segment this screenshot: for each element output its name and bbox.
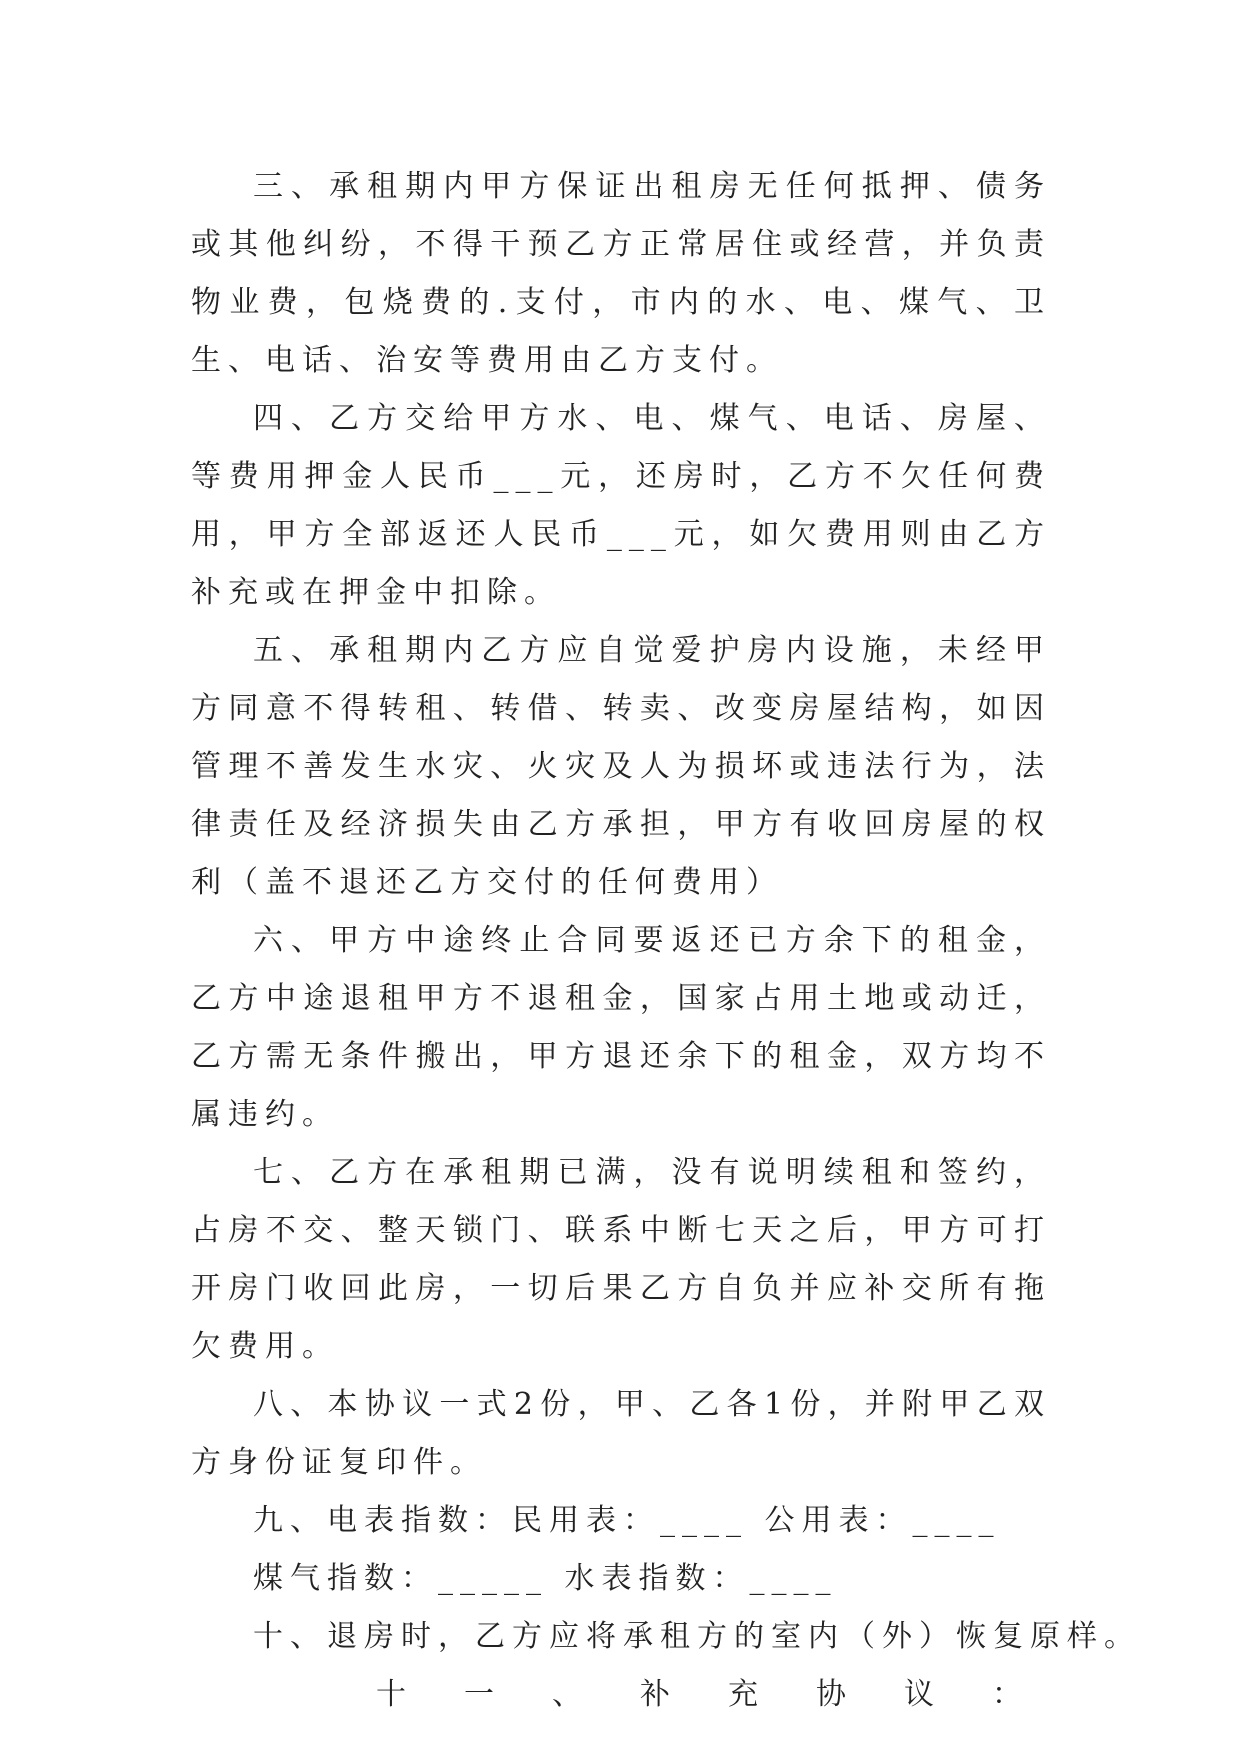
clause-3: 三、承租期内甲方保证出租房无任何抵押、债务或其他纠纷，不得干预乙方正常居住或经营，并负责物业费，包烧费的.支付，市内的水、电、煤气、卫生、电话、治安等费用由乙方支付。 xyxy=(191,169,1051,378)
clause-7: 七、乙方在承租期已满，没有说明续租和签约，占房不交、整天锁门、联系中断七天之后，甲方可打开房门收回此房，一切后果乙方自负并应补交所有拖欠费用。 xyxy=(191,1155,1051,1364)
clause-11-supplementary: 十一、补充协议： xyxy=(376,1677,1080,1712)
clause-4: 四、乙方交给甲方水、电、煤气、电话、房屋、等费用押金人民币___元，还房时，乙方不欠任何费用，甲方全部返还人民币___元，如欠费用则由乙方补充或在押金中扣除。 xyxy=(191,401,1051,610)
clause-5: 五、承租期内乙方应自觉爱护房内设施，未经甲方同意不得转租、转借、转卖、改变房屋结构，如因管理不善发生水灾、火灾及人为损坏或违法行为，法律责任及经济损失由乙方承担，甲方有收回房屋的权利（盖不退还乙方交付的任何费用） xyxy=(191,633,1051,900)
clause-10: 十、退房时，乙方应将承租方的室内（外）恢复原样。 xyxy=(253,1619,1141,1654)
clause-8: 八、本协议一式2份，甲、乙各1份，并附甲乙双方身份证复印件。 xyxy=(191,1387,1051,1480)
clause-9-electric-meter: 九、电表指数：民用表：____ 公用表：____ xyxy=(253,1503,1001,1538)
document-body xyxy=(191,158,1141,1724)
clause-9-gas-water-meter: 煤气指数：_____ 水表指数：____ xyxy=(253,1561,838,1596)
clause-6: 六、甲方中途终止合同要返还已方余下的租金，乙方中途退租甲方不退租金，国家占用土地或动迁，乙方需无条件搬出，甲方退还余下的租金，双方均不属违约。 xyxy=(191,923,1051,1132)
